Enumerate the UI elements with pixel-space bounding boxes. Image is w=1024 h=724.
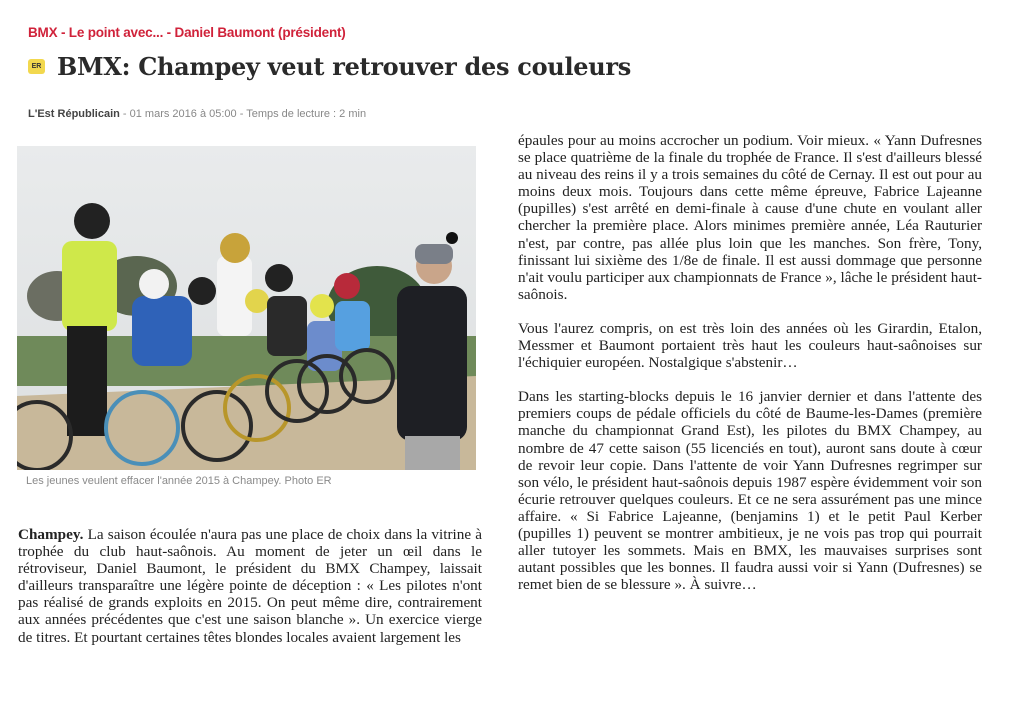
paragraph-1 — [18, 526, 482, 646]
paragraph-3: Dans les starting-blocks depuis le 16 janvier dernier et dans l'attente des premiers coups de pédale officiels du côté de Baume-les-Dames (première manche du championnat Grand Est), les pilotes du BMX Champey, au nombre de 47 cette saison (55 licenciés en tout), auront sans doute à cœur de revoir leur copie. Dans l'attente de voir Yann Dufresnes regrimper sur son vélo, le président haut-saônois depuis 1987 espère évidemment voir son écurie retrouver quelques couleurs. Et ce ne sera assurément pas une mince affaire. « Si Fabrice Lajeanne, (benjamins 1) et le petit Paul Kerber (pupilles 1) peuvent se montrer ambitieux, je ne vois pas trop qui pourrait aller tutoyer les sommets. Mais en BMX, les mauvaises surprises sont autant possibles que les bonnes. Il faudra aussi voir si Yann (Dufresnes) se remet bien de se blessure ». À suivre… — [518, 388, 982, 594]
section-rubric[interactable]: BMX - Le point avec... - Daniel Baumont (président) — [28, 25, 346, 40]
article-photo — [17, 146, 476, 470]
dateline: Champey. — [18, 526, 84, 543]
article-body-right — [518, 132, 982, 610]
bmx-riders-photo — [17, 146, 476, 470]
title-row — [28, 52, 631, 81]
byline — [28, 108, 366, 120]
article-title: BMX: Champey veut retrouver des couleurs — [57, 52, 631, 81]
paragraph-1-text: La saison écoulée n'aura pas une place de choix dans la vitrine à trophée du club haut-saônois. Au moment de jeter un œil dans le rétroviseur, Daniel Baumont, le président du BMX Champey, laissait d'ailleurs transparaître une légère pointe de déception : « Les pilotes n'ont pas réalisé de grands exploits en 2015. On peut même dire, contrairement aux années précédentes que c'est une saison blanche ». Un exercice vierge de titres. Et pourtant certaines têtes blondes locales avaient largement les — [18, 526, 482, 646]
paragraph-1-continued: épaules pour au moins accrocher un podium. Voir mieux. « Yann Dufresnes se place quatrième de la finale du trophée de France. Il s'est d'ailleurs blessé au niveau des reins il y a trois semaines du côté de Cernay. Il est out pour au moins deux mois. Toujours dans cette même épreuve, Fabrice Lajeanne (pupilles) s'est arrêté en demi-finale à cause d'une chute en voulant aller chercher la première place. Alors minimes première année, Léa Rauturier n'est, par contre, pas allée plus loin que les manches. Son frère, Tony, finissant lui sixième des 1/8e de finale. Il est aussi dommage que personne n'ait voulu participer aux championnats de France », lâche le président haut-saônois. — [518, 132, 982, 303]
photo-caption: Les jeunes veulent effacer l'année 2015 à Champey. Photo ER — [26, 475, 332, 487]
byline-source[interactable]: L'Est Républicain — [28, 108, 120, 120]
er-logo-icon: ER — [28, 59, 45, 74]
paragraph-2: Vous l'aurez compris, on est très loin des années où les Girardin, Etalon, Messmer et Baumont portaient très haut les couleurs haut-saônoises sur l'échiquier européen. Nostalgique s'abstenir… — [518, 319, 982, 372]
article-body-left — [18, 526, 482, 663]
byline-meta: - 01 mars 2016 à 05:00 - Temps de lecture : 2 min — [119, 108, 367, 120]
